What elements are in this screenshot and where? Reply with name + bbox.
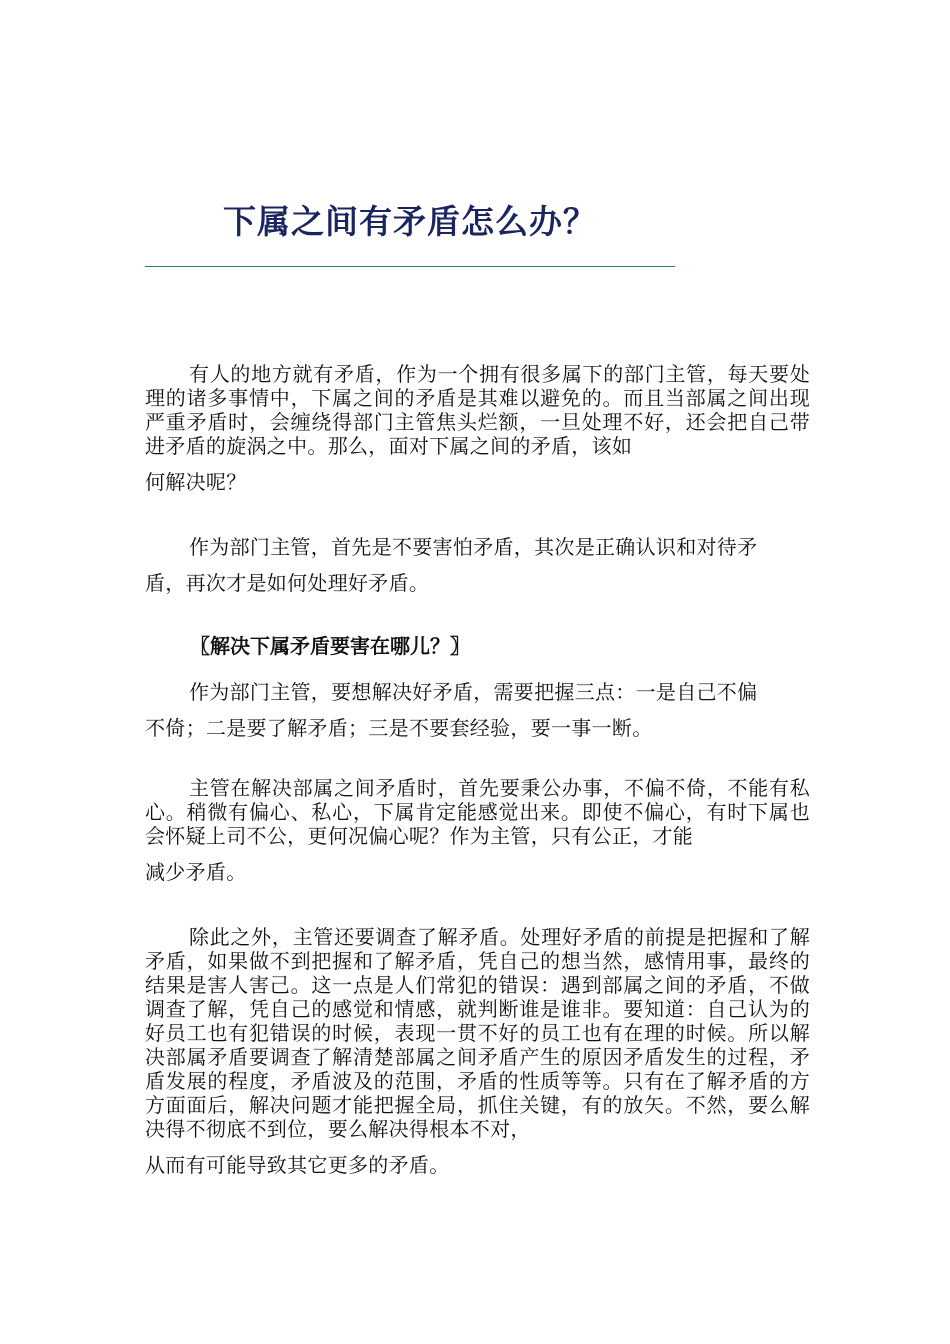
paragraph-tail: 何解决呢？ [145,470,247,494]
paragraph-approach [145,535,810,595]
paragraph-tail: 不倚；二是要了解矛盾；三是不要套经验，要一事一断。 [145,716,653,740]
paragraph-tail: 减少矛盾。 [145,860,247,884]
paragraph-tail: 盾，再次才是如何处理好矛盾。 [145,571,430,595]
paragraph-fairness [145,776,810,884]
paragraph-body: 作为部门主管，要想解决好矛盾，需要把握三点：一是自己不偏 [189,680,758,704]
paragraph-tail: 从而有可能导致其它更多的矛盾。 [145,1153,450,1177]
paragraph-intro [145,362,810,494]
paragraph-three-points [145,680,810,740]
paragraph-body: 作为部门主管，首先是不要害怕矛盾，其次是正确认识和对待矛 [189,535,758,559]
paragraph-body: 有人的地方就有矛盾，作为一个拥有很多属下的部门主管，每天要处理的诸多事情中，下属之间的矛盾是其难以避免的。而且当部属之间出现严重矛盾时，会缠绕得部门主管焦头烂额，一旦处理不好，还会把自己带进矛盾的旋涡之中。那么，面对下属之间的矛盾，该如 [145,362,810,458]
title-divider [145,266,675,267]
paragraph-body: 主管在解决部属之间矛盾时，首先要秉公办事，不偏不倚，不能有私心。稍微有偏心、私心，下属肯定能感觉出来。即使不偏心，有时下属也会怀疑上司不公，更何况偏心呢？作为主管，只有公正，才能 [145,776,810,848]
paragraph-investigate [145,925,810,1177]
page-title: 下属之间有矛盾怎么办？ [223,202,597,241]
paragraph-body: 除此之外，主管还要调查了解矛盾。处理好矛盾的前提是把握和了解矛盾，如果做不到把握和了解矛盾，凭自己的想当然，感情用事，最终的结果是害人害己。这一点是人们常犯的错误：遇到部属之间的矛盾，不做调查了解，凭自己的感觉和情感，就判断谁是谁非。要知道：自己认为的好员工也有犯错误的时候，表现一贯不好的员工也有在理的时候。所以解决部属矛盾要调查了解清楚部属之间矛盾产生的原因矛盾发生的过程，矛盾发展的程度，矛盾波及的范围，矛盾的性质等等。只有在了解矛盾的方方面面后，解决问题才能把握全局，抓住关键，有的放矢。不然，要么解决得不彻底不到位，要么解决得根本不对， [145,925,810,1141]
section-heading: 〖解决下属矛盾要害在哪儿？〗 [190,634,470,658]
